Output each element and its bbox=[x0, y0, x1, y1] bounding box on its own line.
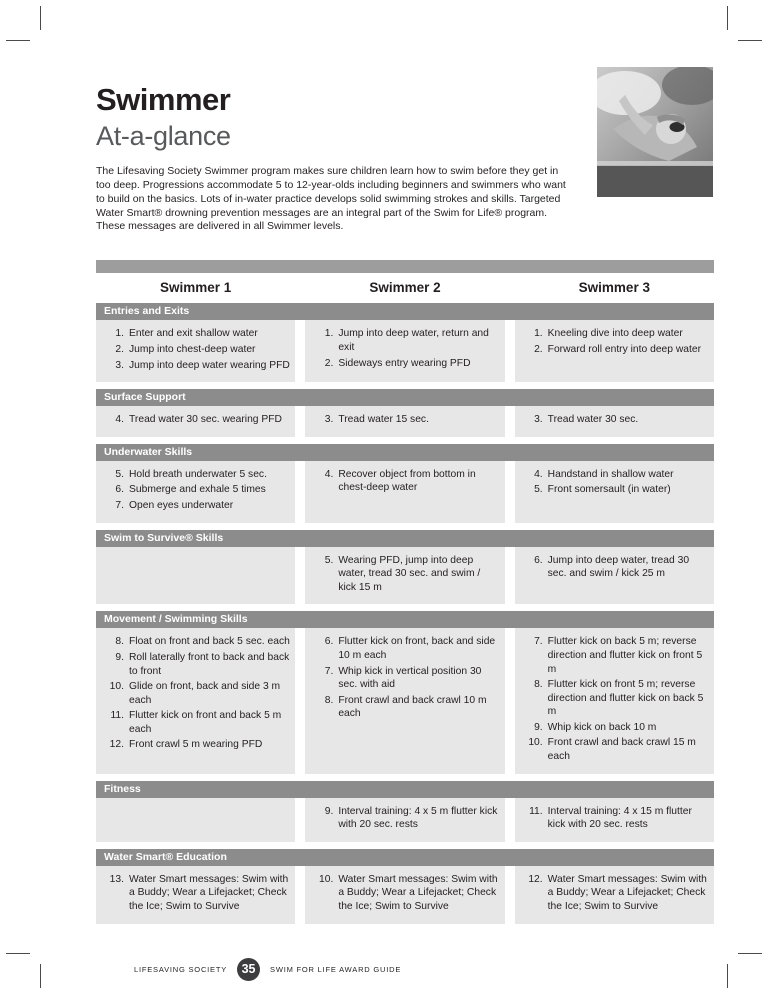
crop-mark-bottom-right-h bbox=[738, 953, 762, 954]
skill-item bbox=[102, 709, 290, 736]
skill-text: Jump into deep water, tread 30 sec. and swim / kick 25 m bbox=[547, 554, 690, 580]
skill-number: 12. bbox=[109, 739, 124, 751]
skill-item bbox=[521, 554, 709, 581]
skill-text: Whip kick on back 10 m bbox=[547, 721, 657, 733]
section-header-movement-swimming-skills: Movement / Swimming Skills bbox=[96, 611, 714, 628]
skill-item bbox=[311, 357, 499, 371]
cell-underwater-skills-swimmer-2 bbox=[305, 461, 504, 523]
skill-number: 7. bbox=[324, 665, 334, 677]
skill-item bbox=[102, 499, 290, 513]
skill-text: Enter and exit shallow water bbox=[129, 328, 258, 340]
skill-number: 5. bbox=[534, 484, 543, 496]
skill-item bbox=[102, 680, 290, 707]
skill-text: Jump into chest-deep water bbox=[129, 343, 256, 355]
skill-text: Roll laterally front to back and back to front bbox=[129, 651, 290, 677]
column-header-swimmer-3: Swimmer 3 bbox=[578, 280, 650, 296]
crop-mark-bottom-left-v bbox=[40, 964, 41, 988]
cell-swim-to-survive-skills-swimmer-3 bbox=[515, 547, 714, 605]
skill-number: 6. bbox=[534, 554, 543, 566]
skill-text: Flutter kick on back 5 m; reverse direction and flutter kick on front 5 m bbox=[547, 636, 703, 675]
cell-surface-support-swimmer-1 bbox=[96, 406, 295, 437]
skill-text: Water Smart messages: Swim with a Buddy; Wear a Lifejacket; Check the Ice; Swim to Survive bbox=[129, 873, 289, 913]
skill-item bbox=[311, 665, 499, 692]
crop-mark-top-left-h bbox=[6, 40, 30, 41]
column-header-swimmer-1: Swimmer 1 bbox=[160, 280, 232, 296]
section-row-fitness bbox=[96, 798, 714, 842]
skill-number: 3. bbox=[324, 414, 334, 426]
skill-text: Float on front and back 5 sec. each bbox=[129, 636, 290, 648]
cell-entries-and-exits-swimmer-2 bbox=[305, 320, 504, 382]
cell-fitness-swimmer-3 bbox=[515, 798, 714, 842]
skill-item bbox=[102, 343, 290, 357]
crop-mark-top-right-v bbox=[727, 6, 728, 30]
skill-item bbox=[102, 359, 290, 373]
skill-item bbox=[102, 327, 290, 341]
skill-number: 8. bbox=[115, 636, 124, 648]
section-header-entries-and-exits: Entries and Exits bbox=[96, 303, 714, 320]
skill-number: 6. bbox=[324, 636, 334, 648]
skill-item bbox=[521, 736, 709, 763]
skill-item bbox=[102, 651, 290, 678]
skill-text: Open eyes underwater bbox=[129, 499, 234, 511]
cell-swim-to-survive-skills-swimmer-2 bbox=[305, 547, 504, 605]
skill-item bbox=[521, 678, 709, 719]
section-header-surface-support: Surface Support bbox=[96, 389, 714, 406]
page-number-badge: 35 bbox=[237, 958, 260, 981]
cell-water-smart-education-swimmer-2 bbox=[305, 866, 504, 924]
skill-number: 9. bbox=[534, 721, 543, 733]
skill-text: Wearing PFD, jump into deep water, tread 30 sec. and swim / kick 15 m bbox=[338, 554, 481, 593]
section-row-movement-swimming-skills bbox=[96, 628, 714, 773]
cell-movement-swimming-skills-swimmer-1 bbox=[96, 628, 295, 773]
table-top-bar bbox=[96, 260, 714, 273]
skill-item bbox=[102, 635, 290, 649]
skill-number: 10. bbox=[528, 737, 543, 749]
skill-text: Jump into deep water, return and exit bbox=[338, 328, 489, 353]
skill-text: Jump into deep water wearing PFD bbox=[129, 359, 290, 371]
skill-number: 2. bbox=[115, 343, 124, 355]
skill-text: Front crawl and back crawl 15 m each bbox=[547, 737, 696, 763]
page-subtitle: At-a-glance bbox=[96, 121, 231, 151]
footer-guide-label: SWIM FOR LIFE AWARD GUIDE bbox=[270, 964, 402, 974]
skill-item bbox=[102, 468, 290, 482]
section-header-underwater-skills: Underwater Skills bbox=[96, 444, 714, 461]
cell-entries-and-exits-swimmer-3 bbox=[515, 320, 714, 382]
skill-text: Sideways entry wearing PFD bbox=[338, 357, 471, 369]
cell-fitness-swimmer-1 bbox=[96, 798, 295, 842]
section-header-fitness: Fitness bbox=[96, 781, 714, 798]
page-title: Swimmer bbox=[96, 82, 231, 117]
skill-number: 3. bbox=[115, 359, 124, 371]
cell-movement-swimming-skills-swimmer-2 bbox=[305, 628, 504, 773]
cell-underwater-skills-swimmer-3 bbox=[515, 461, 714, 523]
skill-item bbox=[521, 805, 709, 832]
page-footer bbox=[134, 958, 714, 981]
skill-number: 1. bbox=[324, 328, 334, 340]
column-headers-row bbox=[96, 273, 714, 303]
skill-text: Whip kick in vertical position 30 sec. with aid bbox=[338, 665, 482, 691]
cell-surface-support-swimmer-2 bbox=[305, 406, 504, 437]
cell-water-smart-education-swimmer-1 bbox=[96, 866, 295, 924]
skill-text: Flutter kick on front 5 m; reverse direction and flutter kick on back 5 m bbox=[547, 679, 704, 718]
skill-number: 7. bbox=[115, 499, 124, 511]
skill-number: 9. bbox=[324, 805, 334, 817]
skill-text: Glide on front, back and side 3 m each bbox=[129, 681, 281, 706]
skill-item bbox=[102, 413, 290, 427]
section-row-underwater-skills bbox=[96, 461, 714, 523]
skill-text: Recover object from bottom in chest-deep water bbox=[338, 468, 476, 494]
skill-item bbox=[521, 483, 709, 497]
skill-text: Front crawl and back crawl 10 m each bbox=[338, 694, 487, 720]
skill-item bbox=[521, 413, 709, 427]
skill-item bbox=[311, 635, 499, 662]
skill-text: Submerge and exhale 5 times bbox=[129, 484, 266, 496]
cell-underwater-skills-swimmer-1 bbox=[96, 461, 295, 523]
skill-item bbox=[311, 873, 499, 914]
skill-text: Water Smart messages: Swim with a Buddy; Wear a Lifejacket; Check the Ice; Swim to Survive bbox=[338, 873, 498, 913]
skill-text: Interval training: 4 x 15 m flutter kick with 20 sec. rests bbox=[547, 805, 692, 831]
skill-text: Water Smart messages: Swim with a Buddy; Wear a Lifejacket; Check the Ice; Swim to Survive bbox=[547, 873, 707, 913]
cell-movement-swimming-skills-swimmer-3 bbox=[515, 628, 714, 773]
cell-surface-support-swimmer-3 bbox=[515, 406, 714, 437]
skill-text: Hold breath underwater 5 sec. bbox=[129, 468, 267, 480]
skill-item bbox=[102, 483, 290, 497]
skill-item bbox=[521, 468, 709, 482]
skill-item bbox=[521, 873, 709, 914]
cell-fitness-swimmer-2 bbox=[305, 798, 504, 842]
skill-text: Tread water 15 sec. bbox=[338, 414, 429, 426]
section-header-water-smart-education: Water Smart® Education bbox=[96, 849, 714, 866]
footer-society-label: LIFESAVING SOCIETY bbox=[134, 964, 228, 974]
skill-item bbox=[521, 635, 709, 676]
skill-number: 6. bbox=[115, 484, 124, 496]
crop-mark-top-right-h bbox=[738, 40, 762, 41]
skill-item bbox=[311, 468, 499, 495]
skill-number: 10. bbox=[319, 873, 334, 885]
skill-text: Flutter kick on front and back 5 m each bbox=[129, 710, 282, 735]
intro-paragraph: The Lifesaving Society Swimmer program makes sure children learn how to swim before they get in too deep. Progressions accommodate 5 to 12-year-olds including beginners and swimmers who want to build on the basics. Lots of in-water practice develops solid swimming strokes and skills. Targeted Water Smart® drowning prevention messages are an integral part of the Swim for Life® program. These messages are delivered in all Swimmer levels. bbox=[96, 165, 566, 233]
cell-entries-and-exits-swimmer-1 bbox=[96, 320, 295, 382]
section-header-swim-to-survive-skills: Swim to Survive® Skills bbox=[96, 530, 714, 547]
section-row-entries-and-exits bbox=[96, 320, 714, 382]
skill-number: 8. bbox=[534, 679, 543, 691]
skill-number: 2. bbox=[324, 357, 334, 369]
cell-water-smart-education-swimmer-3 bbox=[515, 866, 714, 924]
skill-number: 12. bbox=[528, 873, 543, 885]
cell-swim-to-survive-skills-swimmer-1 bbox=[96, 547, 295, 605]
skill-text: Front somersault (in water) bbox=[547, 484, 671, 496]
skill-number: 9. bbox=[115, 651, 124, 663]
skill-number: 11. bbox=[110, 710, 124, 722]
skill-number: 5. bbox=[324, 554, 334, 566]
skill-number: 7. bbox=[534, 636, 543, 648]
section-row-water-smart-education bbox=[96, 866, 714, 924]
skill-number: 4. bbox=[324, 468, 334, 480]
skill-text: Flutter kick on front, back and side 10 m each bbox=[338, 636, 496, 661]
skill-item bbox=[311, 694, 499, 721]
skill-item bbox=[311, 413, 499, 427]
skill-number: 13. bbox=[109, 873, 124, 885]
skill-number: 1. bbox=[534, 328, 543, 340]
skill-item bbox=[311, 554, 499, 595]
crop-mark-bottom-right-v bbox=[727, 964, 728, 988]
at-a-glance-table bbox=[96, 260, 714, 923]
table-sections bbox=[96, 303, 714, 923]
skill-text: Interval training: 4 x 5 m flutter kick with 20 sec. rests bbox=[338, 805, 498, 831]
section-row-surface-support bbox=[96, 406, 714, 437]
skill-text: Forward roll entry into deep water bbox=[547, 343, 702, 355]
skill-number: 1. bbox=[115, 328, 124, 340]
skill-item bbox=[521, 327, 709, 341]
column-header-swimmer-2: Swimmer 2 bbox=[369, 280, 441, 296]
crop-mark-bottom-left-h bbox=[6, 953, 30, 954]
skill-text: Handstand in shallow water bbox=[547, 468, 674, 480]
skill-item bbox=[521, 721, 709, 735]
skill-item bbox=[311, 327, 499, 354]
section-row-swim-to-survive-skills bbox=[96, 547, 714, 605]
skill-number: 8. bbox=[324, 694, 334, 706]
skill-number: 3. bbox=[534, 414, 543, 426]
crop-mark-top-left-v bbox=[40, 6, 41, 30]
skill-number: 4. bbox=[115, 414, 124, 426]
skill-number: 4. bbox=[534, 468, 543, 480]
skill-text: Tread water 30 sec. bbox=[547, 414, 639, 426]
skill-number: 5. bbox=[115, 468, 124, 480]
skill-item bbox=[102, 738, 290, 752]
skill-item bbox=[521, 343, 709, 357]
skill-number: 2. bbox=[534, 343, 543, 355]
skill-text: Front crawl 5 m wearing PFD bbox=[129, 739, 263, 751]
skill-number: 10. bbox=[109, 681, 124, 693]
content-area bbox=[96, 82, 714, 981]
skill-item bbox=[102, 873, 290, 914]
skill-number: 11. bbox=[529, 805, 543, 817]
skill-text: Kneeling dive into deep water bbox=[547, 328, 683, 340]
skill-item bbox=[311, 805, 499, 832]
skill-text: Tread water 30 sec. wearing PFD bbox=[129, 414, 282, 426]
